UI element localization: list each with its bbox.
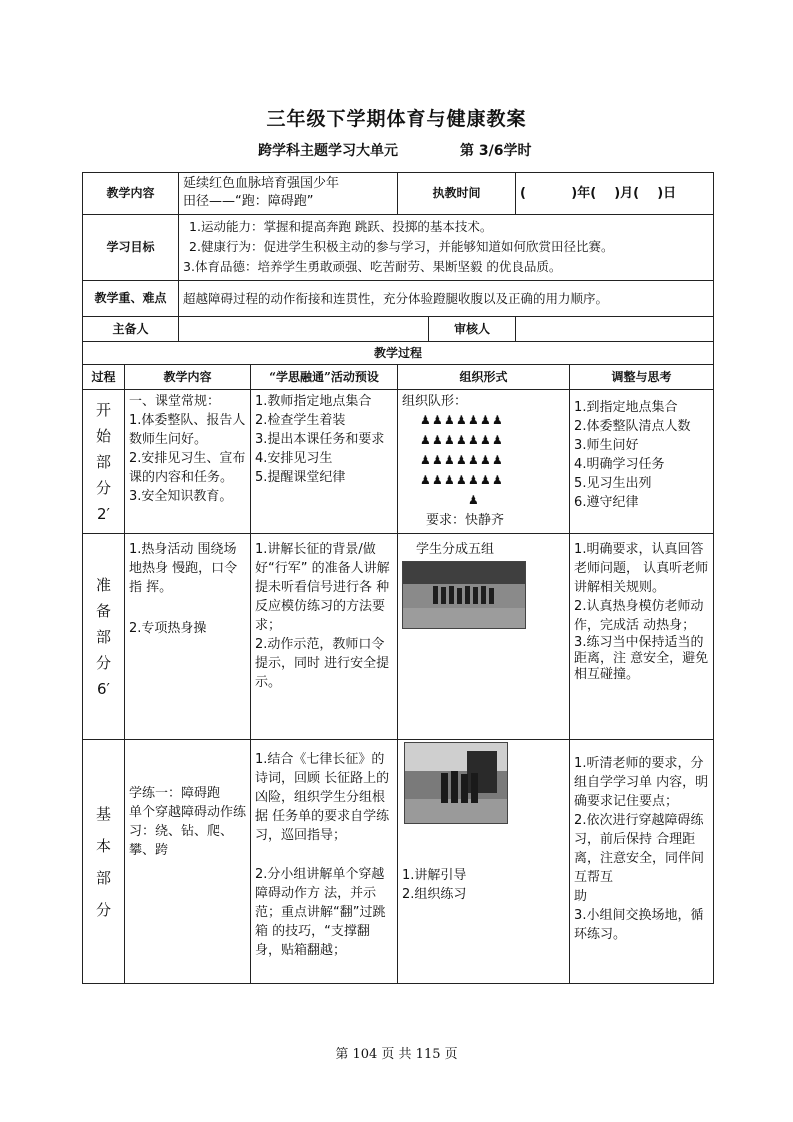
reflect-item: 1.到指定地点集合 (574, 400, 678, 415)
content-item: 1.热身活动 围绕场地热身 慢跑，口令指 挥。 (129, 542, 238, 595)
activity-item: 2.检查学生着装 (255, 413, 346, 428)
org-title: 组织队形： (402, 394, 468, 409)
preparer-label: 主备人 (83, 317, 179, 342)
reflect-item: 1.明确要求，认真回答老师问题， 认真听老师讲解相关规则。 (574, 542, 709, 595)
content-item: 1.体委整队、报告人数师生问好。 (129, 413, 246, 447)
content-line: 延续红色血脉培育强国少年 (183, 176, 340, 191)
formation-diagram: ♟♟♟♟♟♟♟ ♟♟♟♟♟♟♟ ♟♟♟♟♟♟♟ ♟♟♟♟♟♟♟ ♟ (402, 411, 565, 511)
goal-item: 2.健康行为：促进学生积极主动的参与学习，并能够知道如何欣赏田径比赛。 (189, 239, 614, 254)
reflect-item: 2.依次进行穿越障碍练习，前后保持 合理距离，注意安全，同伴间互帮互 (574, 813, 705, 885)
prep-activity (251, 534, 398, 740)
preparer-value[interactable] (179, 317, 429, 342)
goal-list (179, 215, 714, 281)
date-label: 执教时间 (398, 173, 516, 215)
keypoint-text: 超越障碍过程的动作衔接和连贯性，充分体验蹬腿收腹以及正确的用力顺序。 (179, 281, 714, 317)
reviewer-value[interactable] (516, 317, 714, 342)
prep-content (125, 534, 251, 740)
org-item: 1.讲解引导 (402, 868, 467, 883)
unit-title: 跨学科主题学习大单元 (258, 143, 398, 159)
content-line: 田径——“跑：障碍跑” (183, 194, 314, 209)
page-title: 三年级下学期体育与健康教案 (266, 108, 527, 130)
content-item: 一、课堂常规： (129, 394, 221, 409)
basic-activity (251, 740, 398, 984)
prep-organization (398, 534, 570, 740)
start-activity (251, 390, 398, 534)
col-header-activity: “学思融通”活动预设 (251, 365, 398, 390)
activity-item: 1.教师指定地点集合 (255, 394, 372, 409)
content-item: 单个穿越障碍动作练习：绕、钻、爬、攀、跨 (129, 805, 247, 858)
activity-item: 1.讲解长征的背景/做好“行军” 的准备人讲解提未听看信号进行各 种反应模仿练习的方法要求； (255, 542, 390, 633)
stage-prep: 准 备 部 分 6′ (83, 534, 125, 740)
content-value (179, 173, 398, 215)
content-item: 学练一：障碍跑 (129, 786, 221, 801)
activity-item: 3.提出本课任务和要求 (255, 432, 385, 447)
reflect-item: 3.小组间交换场地，循环练习。 (574, 908, 704, 942)
activity-item: 4.安排见习生 (255, 451, 333, 466)
org-requirement: 要求：快静齐 (426, 513, 505, 528)
activity-item: 1.结合《七律长征》的诗词，回顾 长征路上的凶险，组织学生分组根据 任务单的要求自学练习，巡回指导； (255, 752, 390, 843)
activity-item: 5.提醒课堂纪律 (255, 470, 346, 485)
warmup-photo-image (403, 562, 525, 628)
reviewer-label: 审核人 (429, 317, 516, 342)
basic-reflection (570, 740, 714, 984)
reflect-item: 1.听清老师的要求，分组自学学习单 内容，明确要求记住要点； (574, 756, 709, 809)
org-item: 2.组织练习 (402, 887, 467, 902)
col-header-reflection: 调整与思考 (570, 365, 714, 390)
col-header-content: 教学内容 (125, 365, 251, 390)
basic-organization (398, 740, 570, 984)
practice-photo-image (405, 743, 507, 823)
activity-item: 2.动作示范，教师口令提示，同时 进行安全提示。 (255, 637, 390, 690)
process-title: 教学过程 (83, 342, 714, 365)
page-footer: 第 104 页 共 115 页 (335, 1047, 458, 1062)
goal-item: 1.运动能力：掌握和提高奔跑 跳跃、投掷的基本技术。 (189, 219, 493, 234)
warmup-photo (402, 561, 526, 629)
reflect-item: 5.见习生出列 (574, 476, 652, 491)
content-item: 2.安排见习生、宣布课的内容和任务。 (129, 451, 246, 485)
stage-start: 开 始 部 分 2′ (83, 390, 125, 534)
reflect-item: 2.认真热身模仿老师动作，完成活 动热身； (574, 599, 704, 633)
goal-label: 学习目标 (83, 215, 179, 281)
content-item: 2.专项热身操 (129, 621, 207, 636)
start-organization (398, 390, 570, 534)
stage-basic: 基 本 部 分 (83, 740, 125, 984)
goal-item: 3.体育品德：培养学生勇敢顽强、吃苦耐劳、果断坚毅 的优良品质。 (183, 259, 562, 274)
start-content (125, 390, 251, 534)
col-header-organization: 组织形式 (398, 365, 570, 390)
basic-content (125, 740, 251, 984)
start-reflection (570, 390, 714, 534)
teacher-figure-icon: ♟ (468, 493, 479, 507)
content-label: 教学内容 (83, 173, 179, 215)
keypoint-label: 教学重、难点 (83, 281, 179, 317)
practice-photo (404, 742, 508, 824)
reflect-item: 4.明确学习任务 (574, 457, 665, 472)
reflect-item: 6.遵守纪律 (574, 495, 639, 510)
date-value[interactable]: ( )年( )月( )日 (516, 173, 714, 215)
content-item: 3.安全知识教育。 (129, 489, 233, 504)
org-title: 学生分成五组 (416, 542, 495, 557)
prep-reflection (570, 534, 714, 740)
student-figure-icon: ♟ (420, 413, 431, 427)
reflect-item: 助 (574, 889, 588, 904)
reflect-item: 3.师生问好 (574, 438, 639, 453)
activity-item: 2.分小组讲解单个穿越障碍动作方 法，并示范；重点讲解“翻”过跳箱 的技巧，“支撑翻身，贴箱翻越； (255, 867, 386, 958)
reflect-item: 3.练习当中保持适当的距离，注 意安全，避免相互碰撞。 (574, 635, 709, 682)
col-header-stage: 过程 (83, 365, 125, 390)
reflect-item: 2.体委整队清点人数 (574, 419, 691, 434)
lesson-number: 第 3/6学时 (460, 143, 532, 159)
lesson-plan-table (82, 172, 714, 984)
